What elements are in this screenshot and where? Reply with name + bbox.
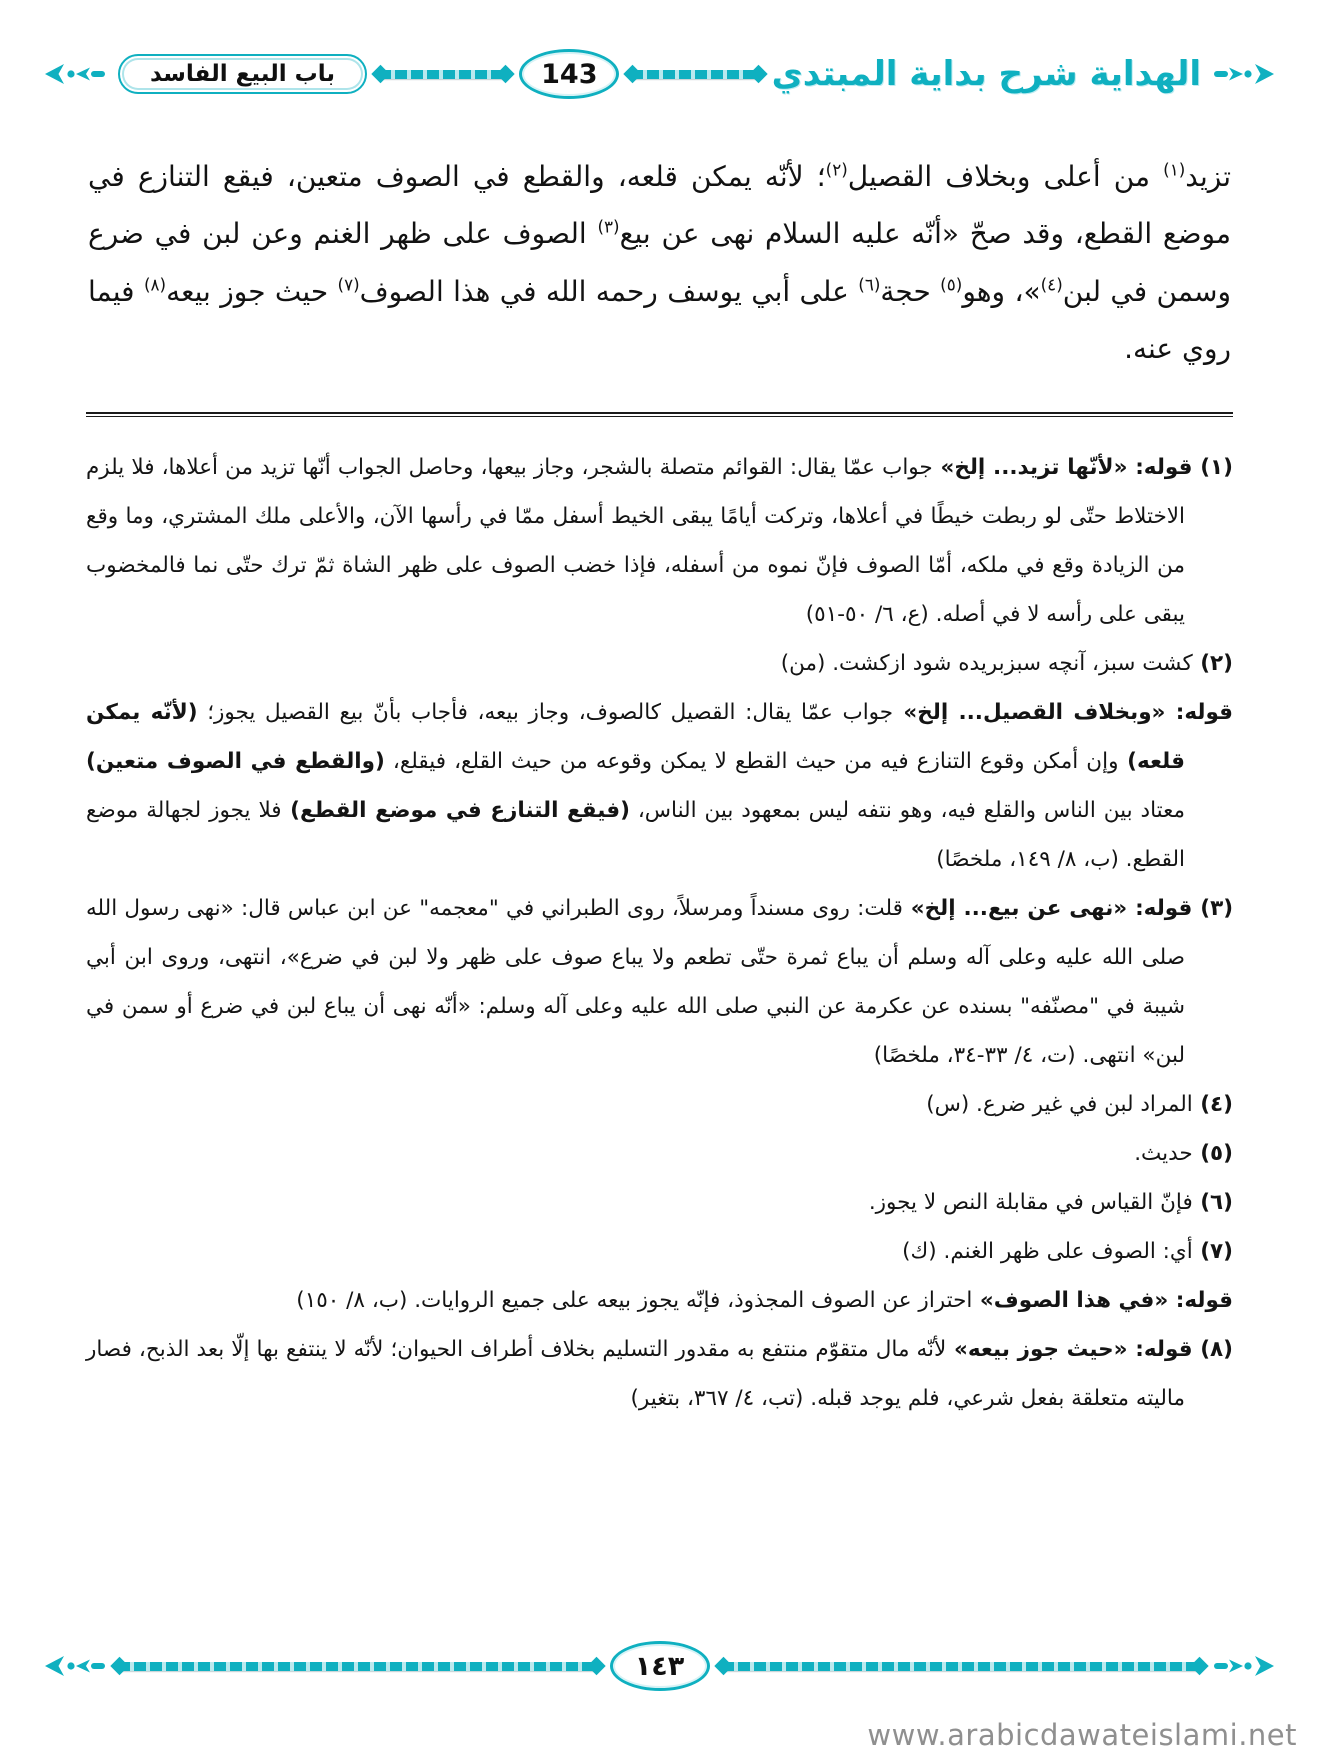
footnote-ref: (٢) [825,159,848,180]
chapter-title: باب البيع الفاسد [150,61,336,87]
footer-page-number-oval [610,1641,710,1691]
footer-rope-left [118,1662,598,1671]
footnote-ref: (١) [1163,159,1186,180]
footnote-item: (٤) المراد لبن في غير ضرع. (س) [926,1091,1233,1117]
footnote-ref: (٧) [337,274,360,295]
footer-right-finial-icon [1213,1653,1275,1679]
footnote-ref: (٣) [597,217,620,238]
header-left-finial-icon [44,61,106,87]
footnotes-list [86,443,1233,1423]
footnote-item: قوله: «في هذا الصوف» احتراز عن الصوف المجذوذ، فإنّه يجوز بيعه على جميع الروايات. (ب، ٨/ ١٥٠) [296,1287,1233,1313]
footer-left-finial-icon [44,1653,106,1679]
book-title-calligraphy: الهداية شرح بداية المبتدي [771,54,1201,94]
header-band [0,42,1319,106]
footnote-item: (٧) أي: الصوف على ظهر الغنم. (ك) [902,1238,1233,1264]
footnote-item: (٨) قوله: «حيث جوز بيعه» لأنّه مال متقوّم منتفع به مقدور التسليم بخلاف أطراف الحيوان؛ لأنّه لا ينتفع بها إلّا بعد الذبح، فصار ماليته متعلقة بفعل شرعي، فلم يوجد قبله. (تب، ٤/ ٣٦٧، بتغير) [86,1336,1233,1411]
watermark: www.arabicdawateislami.net [867,1718,1297,1752]
footnote-item: قوله: «وبخلاف القصيل... إلخ» جواب عمّا يقال: القصيل كالصوف، وجاز بيعه، فأجاب بأنّ بيع القصيل يجوز؛ (لأنّه يمكن قلعه) وإن أمكن وقوع التنازع فيه من حيث القطع لا يمكن وقوعه من حيث القلع، فيقلع، (والقطع في الصوف متعين) معتاد بين الناس والقلع فيه، وهو نتفه ليس بمعهود بين الناس، (فيقع التنازع في موضع القطع) فلا يجوز لجهالة موضع القطع. (ب، ٨/ ١٤٩، ملخصًا) [86,699,1233,872]
footnote-ref: (٨) [143,274,167,295]
footnote-ref: (٦) [858,274,881,295]
footnote-ref: (٥) [940,274,963,295]
footnote-item: (٣) قوله: «نهى عن بيع... إلخ» قلت: روى مسنداً ومرسلاً، روى الطبراني في "معجمه" عن ابن عباس قال: «نهى رسول الله صلى الله عليه وعلى آله وسلم أن يباع ثمرة حتّى تطعم ولا يباع صوف على ظهر ولا لبن في ضرع»، انتهى، وروى ابن أبي شيبة في "مصنّفه" بسنده عن عكرمة عن النبي صلى الله عليه وعلى آله وسلم: «أنّه نهى أن يباع لبن في ضرع أو سمن في لبن» انتهى. (ت، ٤/ ٣٣-٣٤، ملخصًا) [86,895,1234,1068]
footnote-item: (٦) فإنّ القياس في مقابلة النص لا يجوز. [868,1189,1233,1215]
footnote-separator [86,412,1233,417]
footer-band [0,1638,1319,1694]
body-paragraph: تزيد$^{(١)}$ من أعلى وبخلاف القصيل$^{(٢)}$؛ لأنّه يمكن قلعه، والقطع في الصوف متعين، فيقع التنازع في موضع القطع، وقد صحّ «أنّه عليه السلام نهى عن بيع$^{(٣)}$ الصوف على ظهر الغنم وعن لبن في ضرع وسمن في لبن$^{(٤)}$»، وهو$^{(٥)}$ حجة$^{(٦)}$ على أبي يوسف رحمه الله في هذا الصوف$^{(٧)}$ حيث جوز بيعه$^{(٨)}$ فيما روي عنه. [88,159,1232,366]
footnote-item: (٥) حديث. [1134,1140,1233,1166]
footnote-ref: (٤) [1040,274,1063,295]
page-number: 143 [541,58,598,90]
footnote-item: (٢) كشت سبز، آنچه سبزبريده شود ازكشت. (من) [780,650,1233,676]
footnote-item: (١) قوله: «لأنّها تزيد... إلخ» جواب عمّا يقال: القوائم متصلة بالشجر، وجاز بيعها، وحاصل الجواب أنّها تزيد من أعلاها، فلا يلزم الاختلاط حتّى لو ربطت خيطًا في أعلاها، وتركت أيامًا يبقى الخيط أسفل ممّا في رأسها الآن، والأعلى ملك المشتري، وما وقع من الزيادة وقع في ملكه، أمّا الصوف فإنّ نموه من أسفله، فإذا خضب الصوف على ظهر الشاة ثمّ ترك حتّى نما فالمخضوب يبقى على رأسه لا في أصله. (ع، ٦/ ٥٠-٥١) [86,454,1233,627]
header-rope-right [631,70,759,79]
page-number-oval [519,49,619,99]
header-rope-left [379,70,507,79]
header-right-finial-icon [1213,61,1275,87]
footer-page-number: ١٤٣ [634,1650,685,1682]
footer-rope-right [722,1662,1202,1671]
chapter-cartouche [118,54,367,94]
